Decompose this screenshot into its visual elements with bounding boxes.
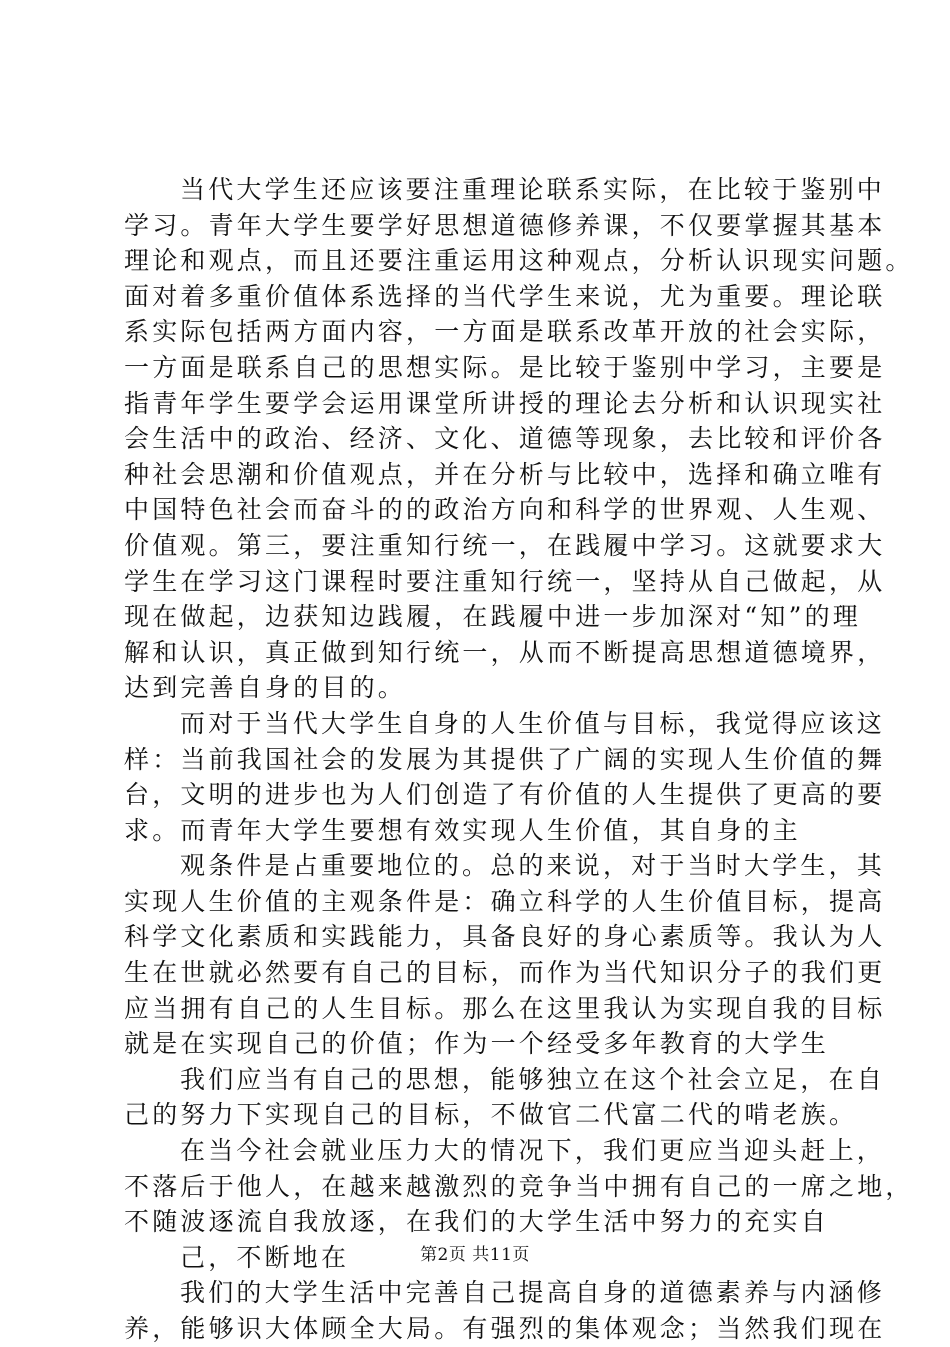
text-line: 指青年学生要学会运用课堂所讲授的理论去分析和认识现实社: [124, 388, 886, 418]
text-line: 而对于当代大学生自身的人生价值与目标，我觉得应该这: [180, 708, 886, 738]
text-line: 科学文化素质和实践能力，具备良好的身心素质等。我认为人: [124, 922, 886, 952]
text-line: 我们的大学生活中完善自己提高自身的道德素养与内涵修: [180, 1278, 886, 1308]
text-line: 求。而青年大学生要想有效实现人生价值，其自身的主: [124, 815, 801, 845]
text-line: 一方面是联系自己的思想实际。是比较于鉴别中学习，主要是: [124, 352, 886, 382]
text-line: 种社会思潮和价值观点，并在分析与比较中，选择和确立唯有: [124, 459, 886, 489]
text-line: 不落后于他人，在越来越激烈的竞争当中拥有自己的一席之地，: [124, 1171, 914, 1201]
text-line: 价值观。第三，要注重知行统一，在践履中学习。这就要求大: [124, 530, 886, 560]
text-line: 己的努力下实现自己的目标，不做官二代富二代的啃老族。: [124, 1100, 858, 1130]
text-line: 养，能够识大体顾全大局。有强烈的集体观念；当然我们现在: [124, 1314, 886, 1343]
text-line: 应当拥有自己的人生目标。那么在这里我认为实现自我的目标: [124, 993, 886, 1023]
text-line: 在当今社会就业压力大的情况下，我们更应当迎头赶上，: [180, 1136, 886, 1166]
text-line: 不随波逐流自我放逐，在我们的大学生活中努力的充实自: [124, 1207, 830, 1237]
text-line: 解和认识，真正做到知行统一，从而不断提高思想道德境界，: [124, 637, 886, 667]
text-line: 达到完善自身的目的。: [124, 673, 407, 703]
text-line: 学习。青年大学生要学好思想道德修养课，不仅要掌握其基本: [124, 210, 886, 240]
text-line: 观条件是占重要地位的。总的来说，对于当时大学生，其: [180, 851, 886, 881]
text-line: 台，文明的进步也为人们创造了有价值的人生提供了更高的要: [124, 780, 886, 810]
text-line: 现在做起，边获知边践履，在践履中进一步加深对“知”的理: [124, 602, 861, 632]
text-line: 系实际包括两方面内容，一方面是联系改革开放的社会实际，: [124, 317, 886, 347]
text-line: 就是在实现自己的价值；作为一个经受多年教育的大学生: [124, 1029, 830, 1059]
text-line: 我们应当有自己的思想，能够独立在这个社会立足，在自: [180, 1064, 886, 1094]
page-footer: 第2页 共11页: [420, 1245, 530, 1265]
text-line: 中国特色社会而奋斗的的政治方向和科学的世界观、人生观、: [124, 495, 886, 525]
document-body: [124, 172, 914, 1347]
text-line: 会生活中的政治、经济、文化、道德等现象，去比较和评价各: [124, 424, 886, 454]
text-line: 生在世就必然要有自己的目标，而作为当代知识分子的我们更: [124, 958, 886, 988]
text-line: 己，不断地在: [180, 1242, 350, 1272]
text-line: 实现人生价值的主观条件是：确立科学的人生价值目标，提高: [124, 886, 886, 916]
text-line: 当代大学生还应该要注重理论联系实际，在比较于鉴别中: [180, 175, 886, 204]
text-line: 样：当前我国社会的发展为其提供了广阔的实现人生价值的舞: [124, 744, 886, 774]
text-line: 理论和观点，而且还要注重运用这种观点，分析认识现实问题。: [124, 246, 914, 276]
text-line: 学生在学习这门课程时要注重知行统一，坚持从自己做起，从: [124, 566, 886, 596]
text-line: 面对着多重价值体系选择的当代学生来说，尤为重要。理论联: [124, 281, 886, 311]
